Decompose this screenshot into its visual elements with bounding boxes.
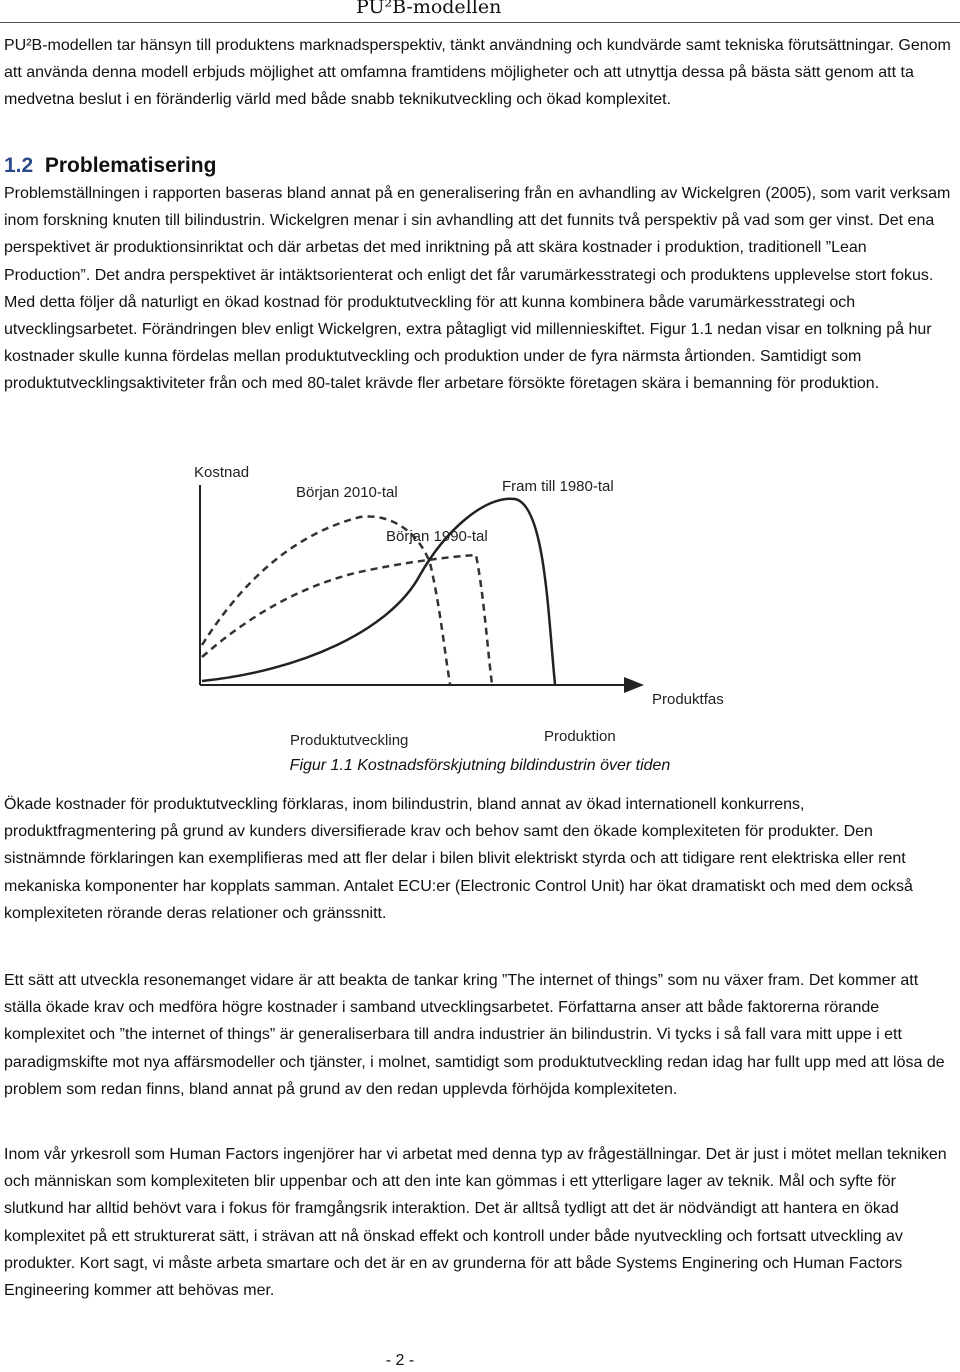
phase-axis-label: Produktfas [652,691,724,708]
phase-production-label: Produktion [544,728,616,745]
figure-caption: Figur 1.1 Kostnadsförskjutning bildindustrin över tiden [289,757,671,774]
running-header: PU²B-modellen [356,0,502,18]
body-paragraph-1: Ökade kostnader för produktutveckling förklaras, inom bilindustrin, bland annat av ökad internationell konkurrens, produktfragmentering på grund av kunders diversifierade krav och behov samt den ökade komplexiteten för produkter. Den sistnämnde förklaringen kan exemplifieras med att fler delar i bilen blivit elektriskt styrda och att tidigare rent elektriska eller rent mekaniska komponenter har kopplats samman. Antalet ECU:er (Electronic Control Unit) har ökat dramatiskt och med dem också komplexiteten rörande deras relationer och gränssnitt. [4,796,913,922]
curve-1980 [202,499,555,684]
section-title: Problematisering [44,154,217,177]
phase-development-label: Produktutveckling [290,732,409,749]
cost-axis-label: Kostnad [194,464,250,481]
problem-paragraph: Problemställningen i rapporten baseras bland annat på en generalisering från en avhandling av Wickelgren (2005), som varit verksam inom forskning knuten till bilindustrin. Wickelgren menar i sin avhandling att det funnits två perspektiv på vad som ger vinst. Det ena perspektivet är produktionsinriktat och där arbetas det med inriktning på att skära kostnader i produktion, traditionell ”Lean Production”. Det andra perspektivet är intäktsorienterat och enligt det får varumärkesstrategi och produktens upplevelse stort fokus. Med detta följer då naturligt en ökad kostnad för produktutveckling för att kunna kombinera både varumärkesstrategi och utvecklingsarbetet. Förändringen blev enligt Wickelgren, extra påtagligt vid millennieskiftet. Figur 1.1 nedan visar en tolkning på hur kostnader skulle kunna fördelas mellan produktutveckling och produktion under de fyra närmsta årtionden. Samtidigt som produktutvecklingsaktiviteter från och med 80-talet krävde fler arbetare försökte företagen skära i bemanning för produktion. [4,185,951,393]
body-paragraph-3: Inom vår yrkesroll som Human Factors ingenjörer har vi arbetat med denna typ av frågeställningar. Det är just i mötet mellan tekniken och människan som komplexiteten blir uppenbar och att den inte kan gömmas i ett ytterligare lager av teknik. Mål och syfte för slutkund har alltid behövt vara i fokus för framgångsrik interaktion. Det är alltså tydligt att det är nödvändigt att hantera en ökad komplexitet på ett strukturerat sätt, i strävan att nå önskad effekt och kontroll under både nyutveckling och fortsatt utveckling av produkter. Kort sagt, vi måste arbeta smartare och det är en av grunderna för att både Systems Enginering och Human Factors Engineering kommer att behövas mer. [4,1146,947,1300]
page-number: - 2 - [385,1352,415,1369]
curve-1990-label: Början 1990-tal [386,528,488,545]
cost-shift-figure [180,455,750,755]
curve-1990 [202,555,492,684]
cost-shift-diagram [180,455,750,755]
section-heading [4,152,216,180]
section-number: 1.2 [4,154,34,177]
intro-paragraph: PU²B-modellen tar hänsyn till produktens marknadsperspektiv, tänkt användning och kundvärde samt tekniska förutsättningar. Genom att använda denna modell erbjuds möjlighet att omfamna framtidens möjligheter och att utnyttja dessa på bästa sätt genom att ta medvetna beslut i en föränderlig värld med både snabb teknikutveckling och ökad komplexitet. [4,37,951,109]
body-paragraph-2: Ett sätt att utveckla resonemanget vidare är att beakta de tankar kring ”The internet of things” som nu växer fram. Det kommer att ställa ökade krav och medföra högre kostnader i samband utvecklingsarbetet. Författarna anser att både faktorerna rörande komplexitet och ”the internet of things” är generaliserbara till andra industrier än bilindustrin. Vi tycks i så fall vara mitt uppe i ett paradigmskifte mot nya affärsmodeller och tjänster, i molnet, samtidigt som produktutveckling redan idag har fullt upp med att lösa de problem som redan finns, bland annat på grund av den redan upplevda förhöjda komplexiteten. [4,972,945,1098]
header-rule [0,22,960,23]
curve-1980-label: Fram till 1980-tal [502,478,614,495]
curve-2010-label: Början 2010-tal [296,484,398,501]
